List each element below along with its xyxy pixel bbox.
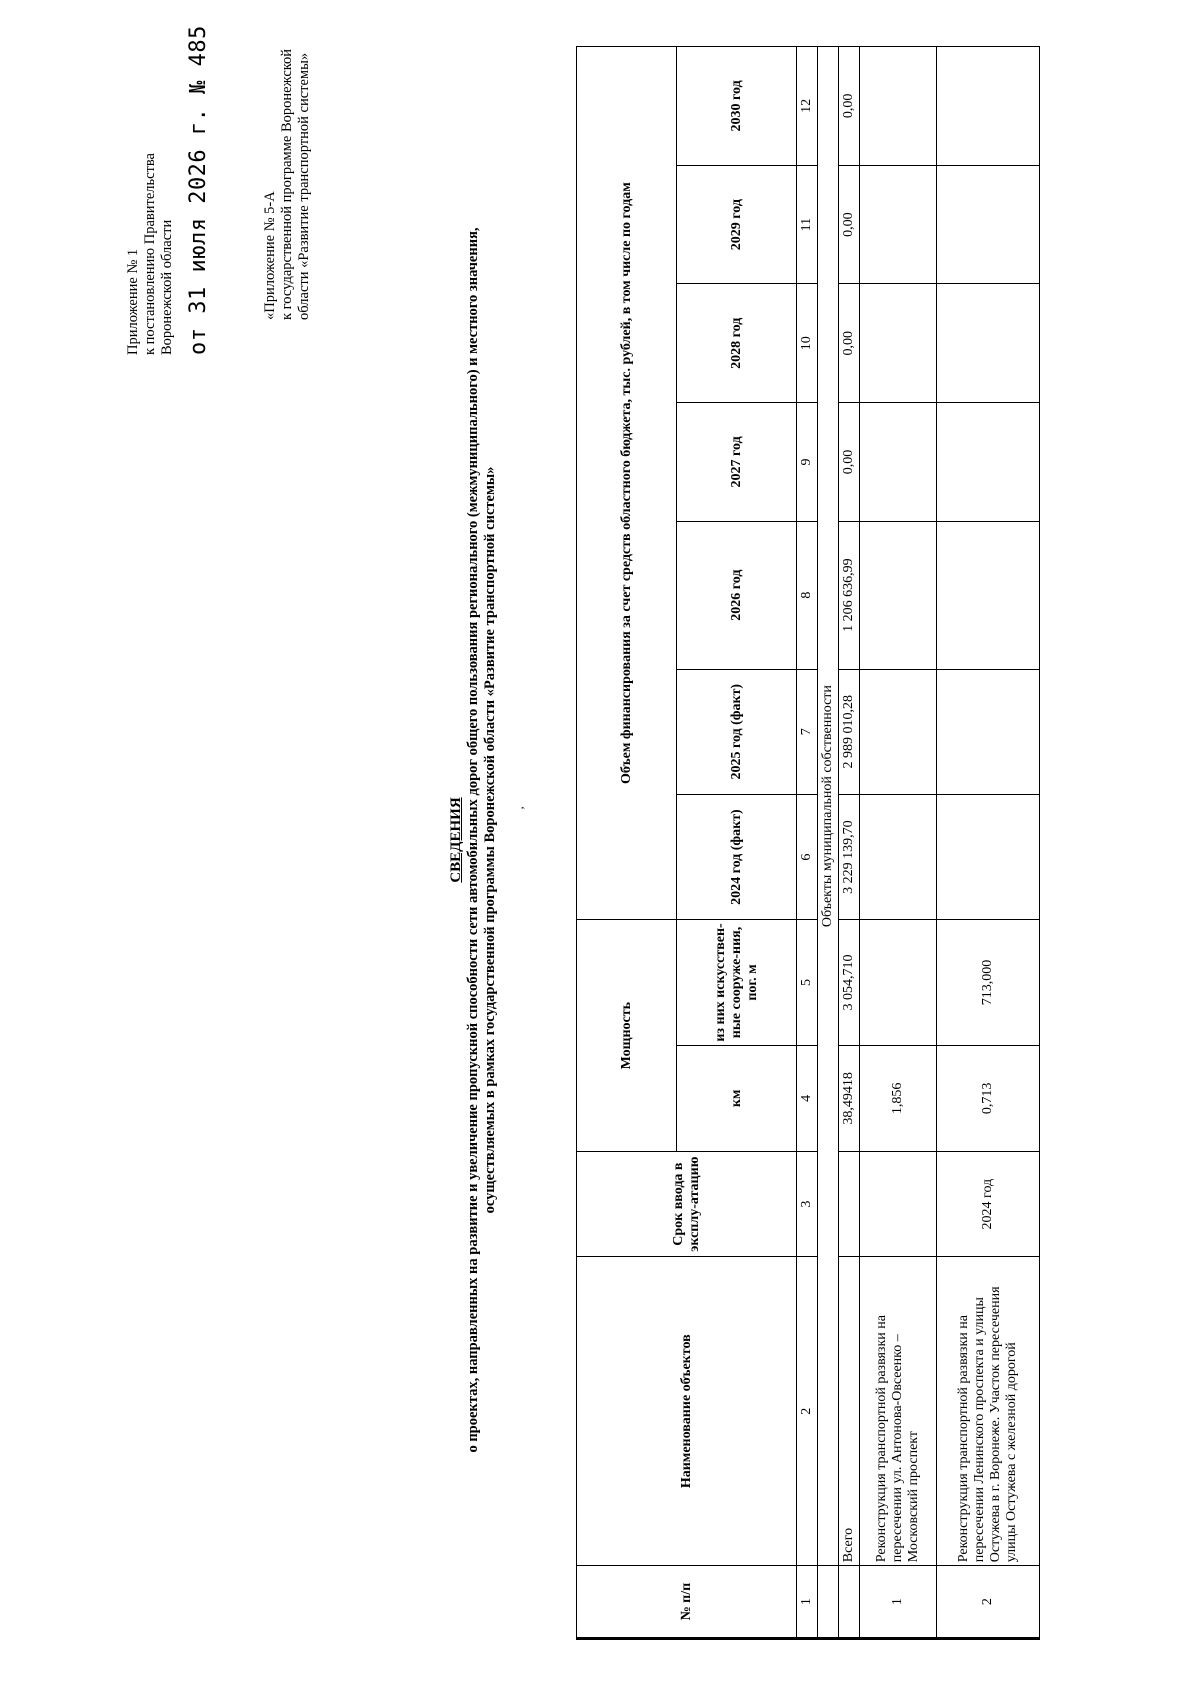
header-year-2029: 2029 год xyxy=(677,165,797,284)
section-title: Объекты муниципальной собственности xyxy=(818,47,839,1566)
row-term: 2024 год xyxy=(937,1152,1040,1257)
row-km: 0,713 xyxy=(937,1045,1040,1151)
row-term xyxy=(860,1152,937,1257)
row-value xyxy=(860,794,937,919)
row-value xyxy=(937,403,1040,522)
column-number: 7 xyxy=(797,669,818,794)
column-number: 10 xyxy=(797,284,818,403)
row-value xyxy=(860,403,937,522)
appendix-line-1: «Приложение № 5-А xyxy=(262,191,278,320)
header-year-2028: 2028 год xyxy=(677,284,797,403)
approval-date: от 31 июля 2026 г. № 485 xyxy=(186,25,211,355)
total-term xyxy=(839,1152,860,1257)
heading-line-1: о проектах, направленных на развитие и увеличение пропускной способности сети автомобильных дорог общего пользования регионального (межмуниципального) и местного значения, xyxy=(465,227,481,1453)
header-year-2024: 2024 год (факт) xyxy=(677,794,797,919)
total-value-2028: 0,00 xyxy=(839,284,860,403)
table-row xyxy=(860,47,937,1639)
header-year-2027: 2027 год xyxy=(677,403,797,522)
row-value xyxy=(860,284,937,403)
column-number: 2 xyxy=(797,1257,818,1566)
column-number: 4 xyxy=(797,1045,818,1151)
total-value-2024: 3 229 139,70 xyxy=(839,794,860,919)
row-num: 2 xyxy=(937,1566,1040,1639)
column-number: 5 xyxy=(797,920,818,1045)
approval-line-2: к постановлению Правительства xyxy=(142,153,158,355)
header-structures: из них искусствен-ные сооруже-ния, пог. м xyxy=(677,920,797,1045)
column-number: 8 xyxy=(797,521,818,669)
heading-title: СВЕДЕНИЯ xyxy=(448,797,464,883)
column-number: 11 xyxy=(797,165,818,284)
row-value xyxy=(860,165,937,284)
appendix-block xyxy=(262,10,313,320)
total-structures: 3 054,710 xyxy=(839,920,860,1045)
total-value-2027: 0,00 xyxy=(839,403,860,522)
total-km: 38,49418 xyxy=(839,1045,860,1151)
header-km: км xyxy=(677,1045,797,1151)
table-row xyxy=(937,47,1040,1639)
header-financing: Объем финансирования за счет средств областного бюджета, тыс. рублей, в том числе по годам xyxy=(577,47,677,920)
row-value xyxy=(937,284,1040,403)
stray-mark: ’ xyxy=(518,806,532,810)
appendix-line-3: области «Развитие транспортной системы» xyxy=(296,52,312,320)
column-number: 3 xyxy=(797,1152,818,1257)
row-name: Реконструкция транспортной развязки на пересечении Ленинского проспекта и улицы Остужева в г. Воронеже. Участок пересечения улицы Остужева с железной дорогой xyxy=(937,1257,1040,1566)
column-number: 9 xyxy=(797,403,818,522)
row-value xyxy=(937,47,1040,166)
approval-line-1: Приложение № 1 xyxy=(125,248,141,355)
section-row xyxy=(818,47,839,1639)
row-value xyxy=(860,47,937,166)
header-num: № п/п xyxy=(577,1566,797,1639)
row-km: 1,856 xyxy=(860,1045,937,1151)
column-number: 12 xyxy=(797,47,818,166)
header-year-2026: 2026 год xyxy=(677,521,797,669)
approval-block xyxy=(125,25,211,355)
document-heading xyxy=(448,130,499,1550)
row-structures: 713,000 xyxy=(937,920,1040,1045)
column-number-row xyxy=(797,47,818,1639)
header-year-2030: 2030 год xyxy=(677,47,797,166)
row-value xyxy=(937,669,1040,794)
total-value-2029: 0,00 xyxy=(839,165,860,284)
header-term: Срок ввода в эксплу-атацию xyxy=(577,1152,797,1257)
header-year-2025: 2025 год (факт) xyxy=(677,669,797,794)
row-num: 1 xyxy=(860,1566,937,1639)
appendix-line-2: к государственной программе Воронежской xyxy=(279,48,295,320)
approval-line-3: Воронежской области xyxy=(159,219,175,355)
row-value xyxy=(937,165,1040,284)
row-value xyxy=(860,521,937,669)
header-capacity: Мощность xyxy=(577,920,677,1152)
column-number: 1 xyxy=(797,1566,818,1639)
row-name: Реконструкция транспортной развязки на пересечении ул. Антонова-Овсеенко – Московский проспект xyxy=(860,1257,937,1566)
heading-line-2: осуществляемых в рамках государственной программы Воронежской области «Развитие транспортной системы» xyxy=(482,466,498,1214)
total-value-2026: 1 206 636,99 xyxy=(839,521,860,669)
row-structures xyxy=(860,920,937,1045)
total-label: Всего xyxy=(839,1257,860,1566)
total-row xyxy=(839,47,860,1639)
row-value xyxy=(860,669,937,794)
total-value-2025: 2 989 010,28 xyxy=(839,669,860,794)
row-value xyxy=(937,521,1040,669)
header-name: Наименование объектов xyxy=(577,1257,797,1566)
total-value-2030: 0,00 xyxy=(839,47,860,166)
projects-table xyxy=(576,46,1040,1640)
row-value xyxy=(937,794,1040,919)
column-number: 6 xyxy=(797,794,818,919)
